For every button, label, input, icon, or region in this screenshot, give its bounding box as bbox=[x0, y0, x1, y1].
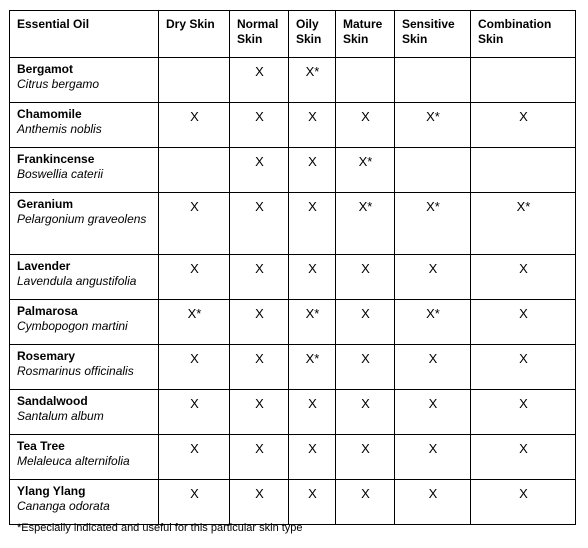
oil-common-name: Tea Tree bbox=[17, 439, 65, 453]
table-row bbox=[10, 345, 576, 390]
suitability-mark-cell: X bbox=[336, 480, 395, 525]
oil-latin-name: Citrus bergamo bbox=[17, 77, 100, 91]
oil-latin-name: Pelargonium graveolens bbox=[17, 212, 147, 226]
suitability-mark-cell: X bbox=[289, 435, 336, 480]
table-row bbox=[10, 148, 576, 193]
suitability-mark-cell: X* bbox=[336, 148, 395, 193]
oil-name-cell bbox=[10, 435, 159, 480]
suitability-mark-cell: X bbox=[395, 390, 471, 435]
header-dry-skin: Dry Skin bbox=[159, 11, 230, 58]
suitability-mark-cell bbox=[159, 58, 230, 103]
suitability-mark-cell: X* bbox=[159, 300, 230, 345]
suitability-mark-cell: X* bbox=[395, 103, 471, 148]
suitability-mark-cell: X bbox=[471, 255, 576, 300]
table-header-row bbox=[10, 11, 576, 58]
oil-latin-name: Santalum album bbox=[17, 409, 104, 423]
suitability-mark-cell bbox=[336, 58, 395, 103]
suitability-mark-cell: X* bbox=[471, 193, 576, 255]
suitability-mark-cell: X bbox=[230, 435, 289, 480]
table-row bbox=[10, 103, 576, 148]
suitability-mark-cell: X bbox=[159, 103, 230, 148]
table-row bbox=[10, 300, 576, 345]
header-combination-skin: Combination Skin bbox=[471, 11, 576, 58]
suitability-mark-cell bbox=[159, 148, 230, 193]
suitability-mark-cell: X bbox=[230, 345, 289, 390]
table-row bbox=[10, 193, 576, 255]
oil-common-name: Frankincense bbox=[17, 152, 95, 166]
suitability-mark-cell: X bbox=[336, 390, 395, 435]
suitability-mark-cell: X bbox=[159, 193, 230, 255]
oil-name-cell bbox=[10, 300, 159, 345]
oil-latin-name: Anthemis noblis bbox=[17, 122, 102, 136]
suitability-mark-cell: X bbox=[395, 345, 471, 390]
suitability-mark-cell: X bbox=[159, 345, 230, 390]
oil-common-name: Rosemary bbox=[17, 349, 76, 363]
table-row bbox=[10, 480, 576, 525]
suitability-mark-cell: X bbox=[230, 255, 289, 300]
suitability-mark-cell: X bbox=[471, 103, 576, 148]
suitability-mark-cell: X bbox=[471, 300, 576, 345]
header-mature-skin: Mature Skin bbox=[336, 11, 395, 58]
suitability-mark-cell: X bbox=[289, 148, 336, 193]
suitability-mark-cell: X bbox=[336, 435, 395, 480]
suitability-mark-cell bbox=[395, 148, 471, 193]
suitability-mark-cell: X bbox=[159, 480, 230, 525]
suitability-mark-cell: X bbox=[289, 193, 336, 255]
oil-name-cell bbox=[10, 193, 159, 255]
oil-latin-name: Boswellia caterii bbox=[17, 167, 104, 181]
suitability-mark-cell: X bbox=[471, 435, 576, 480]
suitability-mark-cell: X bbox=[230, 390, 289, 435]
suitability-mark-cell: X bbox=[395, 255, 471, 300]
oil-name-cell bbox=[10, 480, 159, 525]
suitability-mark-cell: X bbox=[336, 103, 395, 148]
header-sensitive-skin: Sensitive Skin bbox=[395, 11, 471, 58]
oil-latin-name: Lavendula angustifolia bbox=[17, 274, 137, 288]
suitability-mark-cell: X bbox=[471, 345, 576, 390]
oil-latin-name: Melaleuca alternifolia bbox=[17, 454, 130, 468]
suitability-mark-cell: X bbox=[230, 193, 289, 255]
header-essential-oil: Essential Oil bbox=[10, 11, 159, 58]
suitability-mark-cell bbox=[471, 148, 576, 193]
suitability-mark-cell: X bbox=[395, 480, 471, 525]
suitability-mark-cell: X bbox=[471, 390, 576, 435]
oil-common-name: Chamomile bbox=[17, 107, 82, 121]
suitability-mark-cell: X* bbox=[289, 300, 336, 345]
oil-name-cell bbox=[10, 148, 159, 193]
suitability-mark-cell: X bbox=[230, 480, 289, 525]
suitability-mark-cell: X bbox=[289, 390, 336, 435]
suitability-mark-cell: X bbox=[230, 300, 289, 345]
header-oily-skin: Oily Skin bbox=[289, 11, 336, 58]
suitability-mark-cell: X bbox=[159, 390, 230, 435]
table-row bbox=[10, 435, 576, 480]
suitability-mark-cell: X bbox=[395, 435, 471, 480]
oil-name-cell bbox=[10, 58, 159, 103]
suitability-mark-cell: X bbox=[336, 300, 395, 345]
table-row bbox=[10, 390, 576, 435]
oil-common-name: Sandalwood bbox=[17, 394, 88, 408]
essential-oil-skin-type-table bbox=[9, 10, 576, 525]
suitability-mark-cell: X* bbox=[289, 345, 336, 390]
suitability-mark-cell: X bbox=[230, 103, 289, 148]
header-normal-skin: Normal Skin bbox=[230, 11, 289, 58]
suitability-mark-cell: X bbox=[289, 103, 336, 148]
suitability-mark-cell: X* bbox=[395, 300, 471, 345]
suitability-mark-cell: X bbox=[230, 58, 289, 103]
oil-common-name: Bergamot bbox=[17, 62, 74, 76]
oil-common-name: Geranium bbox=[17, 197, 74, 211]
oil-common-name: Palmarosa bbox=[17, 304, 78, 318]
suitability-mark-cell: X* bbox=[289, 58, 336, 103]
oil-name-cell bbox=[10, 390, 159, 435]
suitability-mark-cell: X bbox=[230, 148, 289, 193]
suitability-mark-cell: X* bbox=[336, 193, 395, 255]
oil-common-name: Lavender bbox=[17, 259, 71, 273]
suitability-mark-cell: X* bbox=[395, 193, 471, 255]
suitability-mark-cell: X bbox=[336, 345, 395, 390]
suitability-mark-cell: X bbox=[471, 480, 576, 525]
oil-latin-name: Cananga odorata bbox=[17, 499, 110, 513]
table-body bbox=[10, 58, 576, 525]
suitability-mark-cell bbox=[395, 58, 471, 103]
oil-name-cell bbox=[10, 255, 159, 300]
oil-name-cell bbox=[10, 345, 159, 390]
table-row bbox=[10, 58, 576, 103]
suitability-mark-cell: X bbox=[336, 255, 395, 300]
oil-common-name: Ylang Ylang bbox=[17, 484, 86, 498]
oil-latin-name: Cymbopogon martini bbox=[17, 319, 128, 333]
footnote: *Especially indicated and useful for this particular skin type bbox=[17, 522, 303, 534]
suitability-mark-cell: X bbox=[289, 255, 336, 300]
suitability-mark-cell bbox=[471, 58, 576, 103]
oil-latin-name: Rosmarinus officinalis bbox=[17, 364, 134, 378]
table-row bbox=[10, 255, 576, 300]
oil-name-cell bbox=[10, 103, 159, 148]
suitability-mark-cell: X bbox=[289, 480, 336, 525]
suitability-mark-cell: X bbox=[159, 435, 230, 480]
suitability-mark-cell: X bbox=[159, 255, 230, 300]
